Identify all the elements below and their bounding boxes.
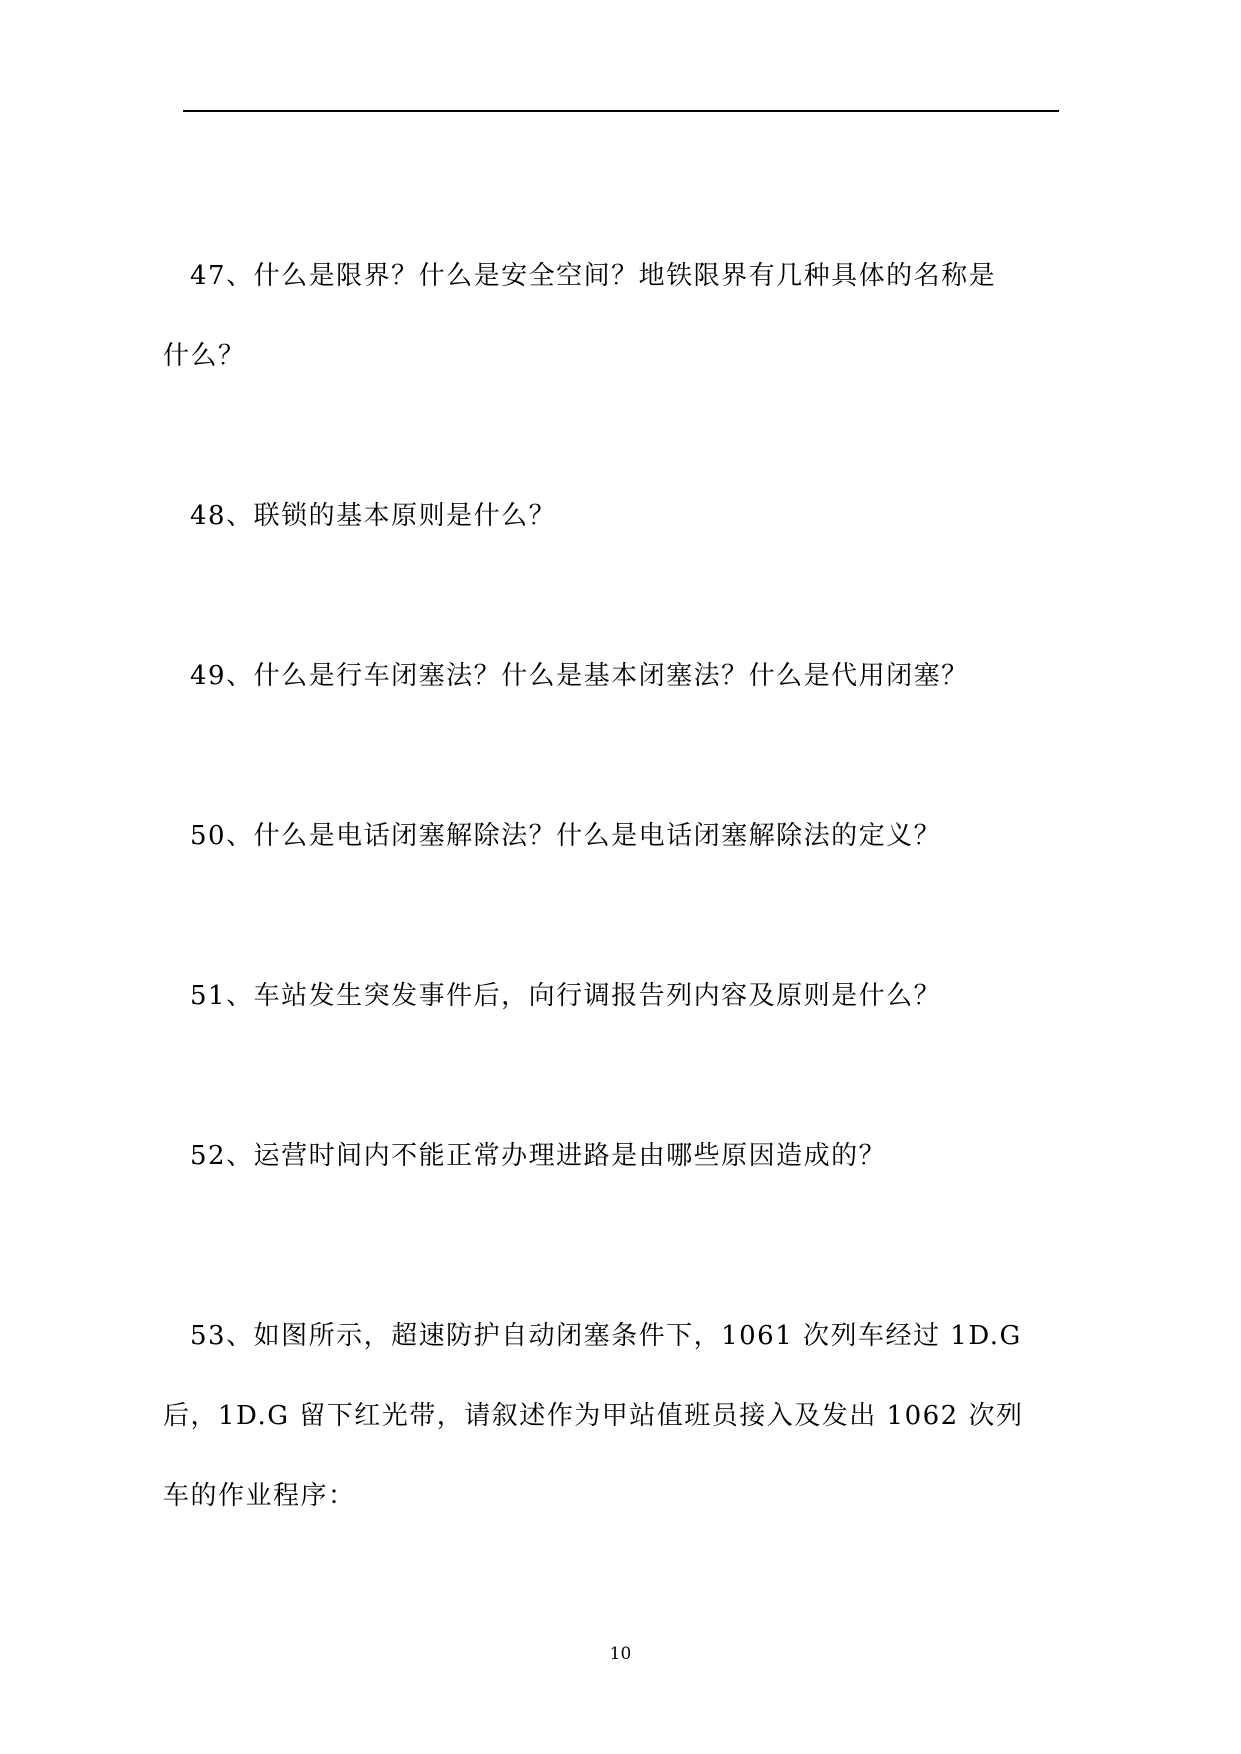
question-line: 47、什么是限界？什么是安全空间？地铁限界有几种具体的名称是 bbox=[190, 261, 997, 291]
page-number: 10 bbox=[609, 1644, 632, 1664]
question-line: 52、运营时间内不能正常办理进路是由哪些原因造成的？ bbox=[190, 1141, 887, 1171]
question-line: 50、什么是电话闭塞解除法？什么是电话闭塞解除法的定义？ bbox=[190, 821, 942, 851]
question-47 bbox=[163, 236, 1066, 396]
question-line: 48、联锁的基本原则是什么？ bbox=[190, 501, 557, 531]
question-line: 车的作业程序： bbox=[163, 1481, 356, 1511]
question-line: 53、如图所示，超速防护自动闭塞条件下，1061 次列车经过 1D.G bbox=[190, 1321, 1022, 1351]
header-rule bbox=[183, 110, 1059, 112]
question-53 bbox=[163, 1296, 1066, 1536]
question-52 bbox=[190, 1116, 1066, 1196]
question-50 bbox=[190, 796, 1066, 876]
question-48 bbox=[190, 476, 1066, 556]
question-line: 49、什么是行车闭塞法？什么是基本闭塞法？什么是代用闭塞？ bbox=[190, 661, 969, 691]
question-49 bbox=[190, 636, 1066, 716]
question-line: 后，1D.G 留下红光带，请叙述作为甲站值班员接入及发出 1062 次列 bbox=[163, 1401, 1024, 1431]
question-51 bbox=[190, 956, 1066, 1036]
question-line: 什么？ bbox=[163, 341, 246, 371]
question-line: 51、车站发生突发事件后，向行调报告列内容及原则是什么？ bbox=[190, 981, 942, 1011]
